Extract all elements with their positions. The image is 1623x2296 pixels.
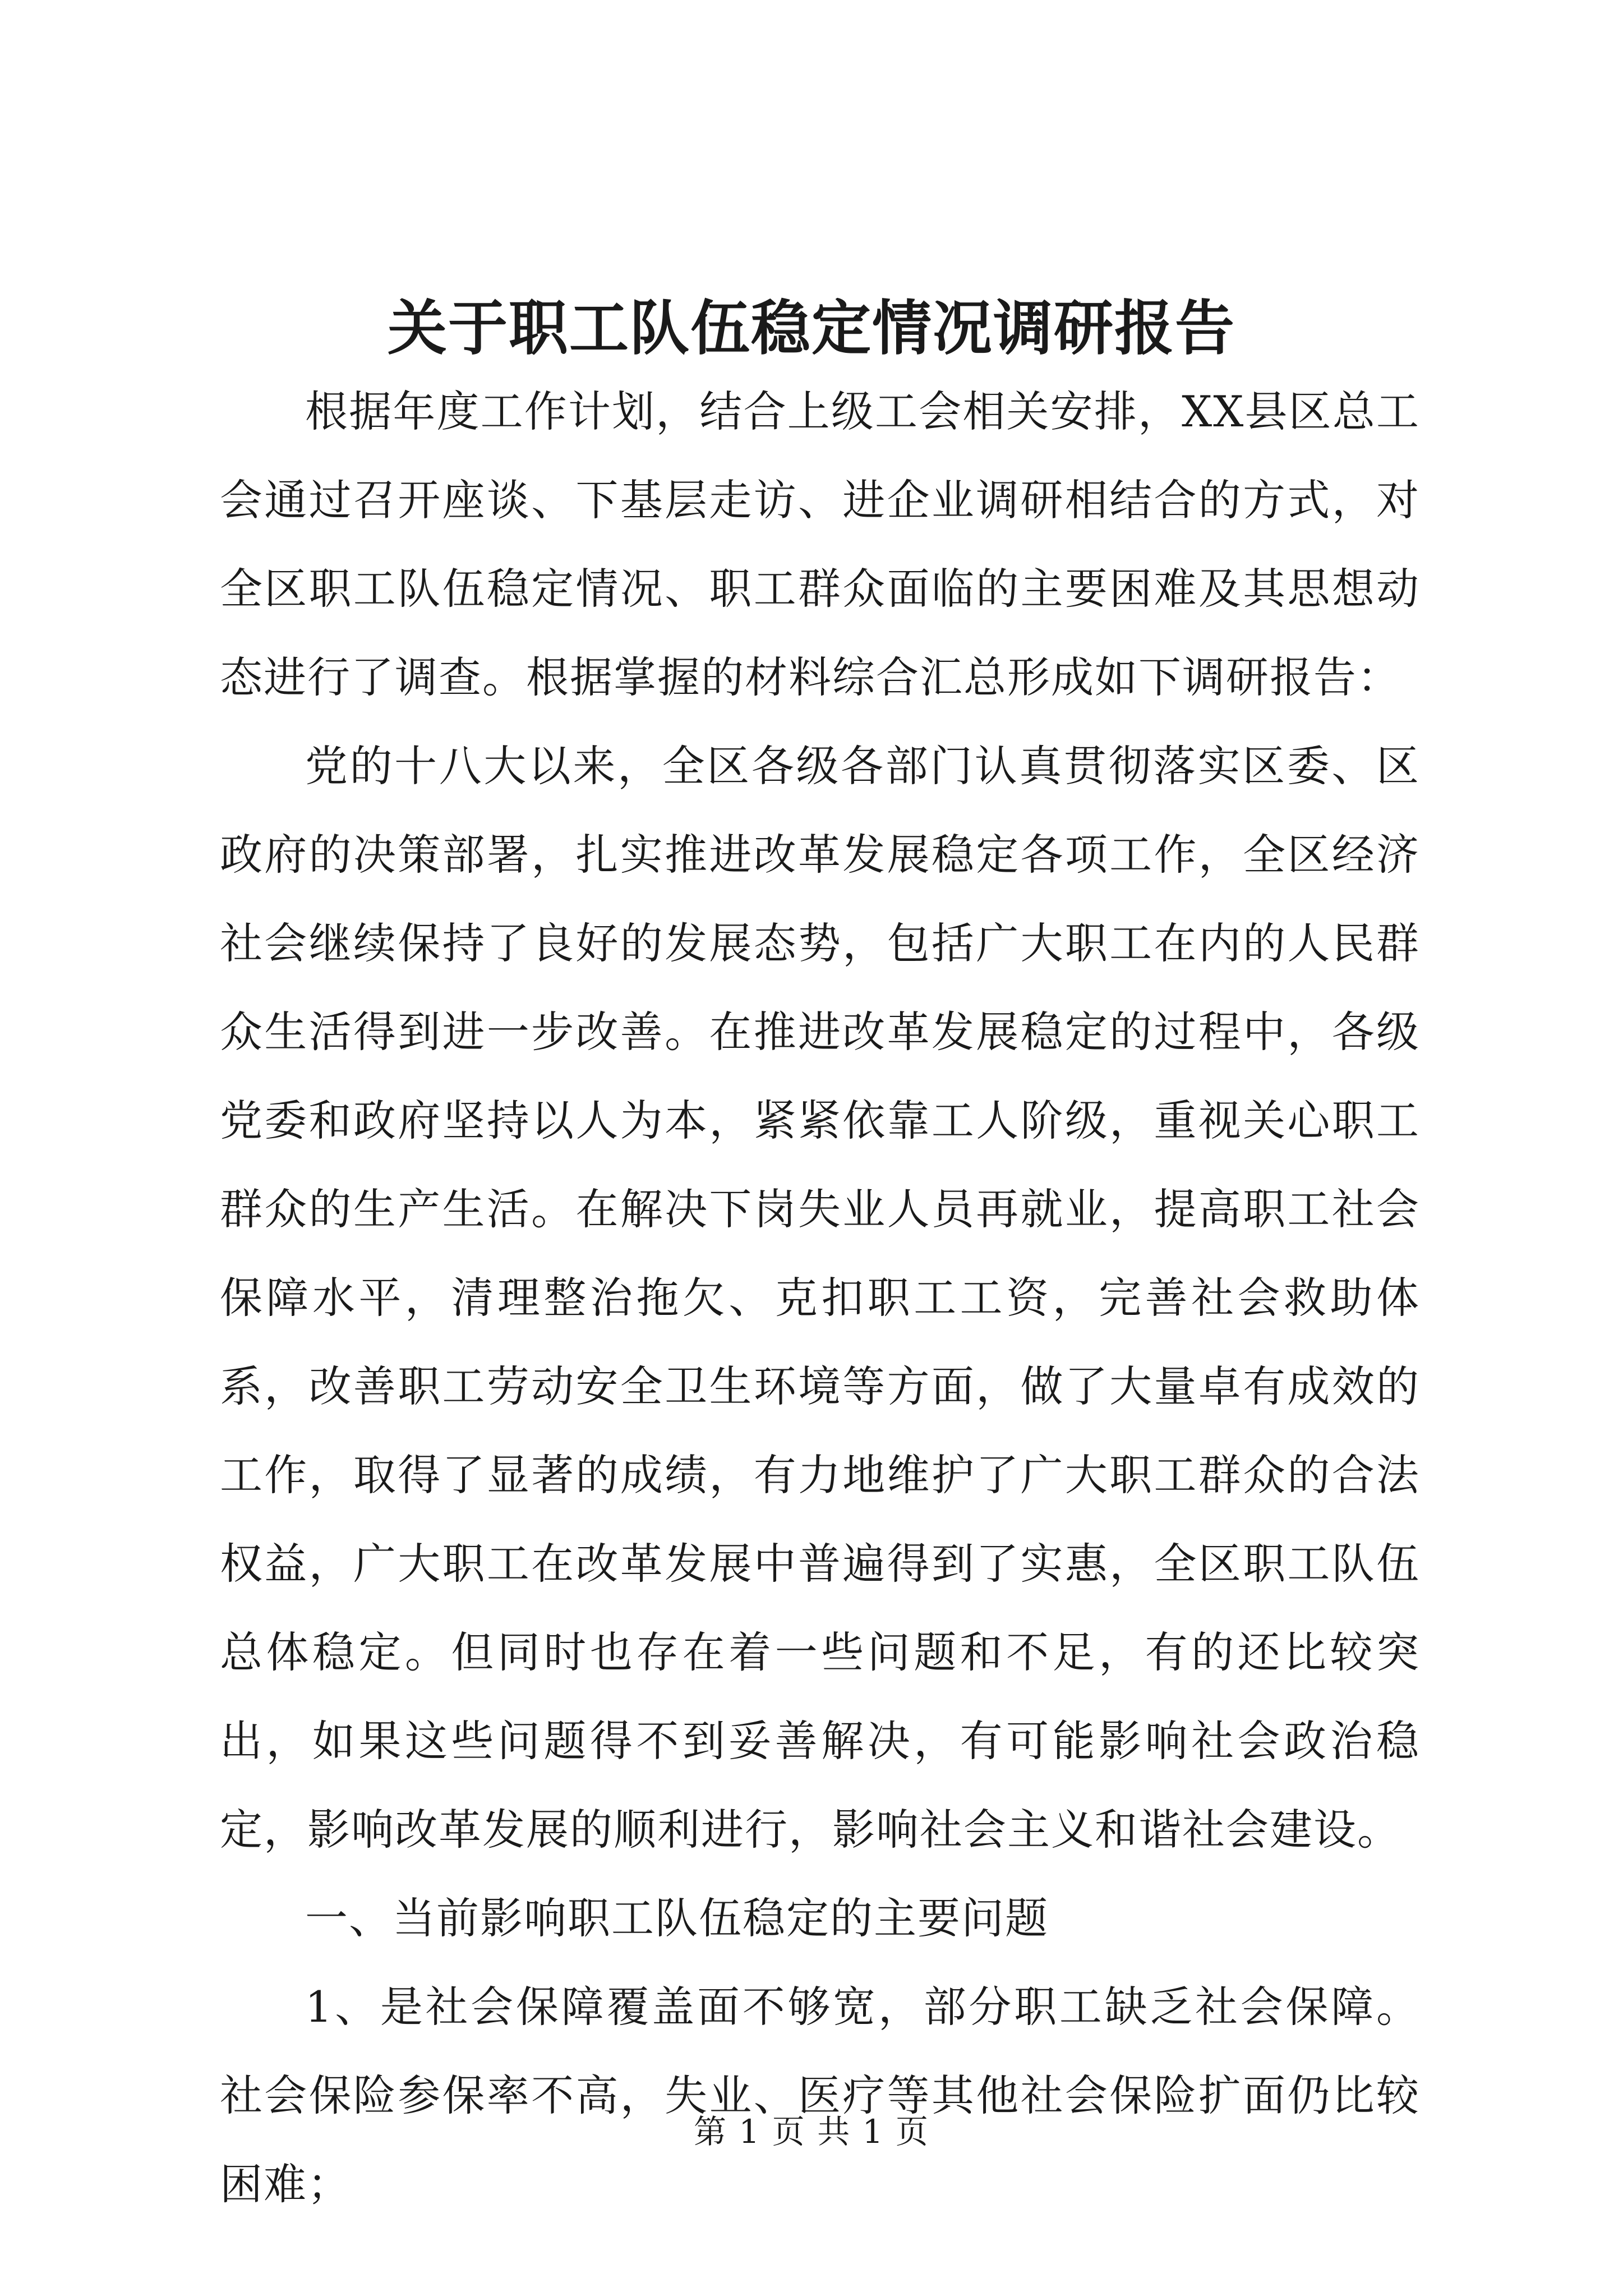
document-body	[220, 367, 1420, 2229]
list-item-1: 1、是社会保障覆盖面不够宽，部分职工缺乏社会保障。社会保险参保率不高，失业、医疗等其他社会保险扩面仍比较困难；	[220, 1982, 1420, 2209]
section-heading: 一、当前影响职工队伍稳定的主要问题	[305, 1893, 1049, 1943]
paragraph-background: 党的十八大以来，全区各级各部门认真贯彻落实区委、区政府的决策部署，扎实推进改革发展稳定各项工作，全区经济社会继续保持了良好的发展态势，包括广大职工在内的人民群众生活得到进一步改善。在推进改革发展稳定的过程中，各级党委和政府坚持以人为本，紧紧依靠工人阶级，重视关心职工群众的生产生活。在解决下岗失业人员再就业，提高职工社会保障水平，清理整治拖欠、克扣职工工资，完善社会救助体系，改善职工劳动安全卫生环境等方面，做了大量卓有成效的工作，取得了显著的成绩，有力地维护了广大职工群众的合法权益，广大职工在改革发展中普遍得到了实惠，全区职工队伍总体稳定。但同时也存在着一些问题和不足，有的还比较突出，如果这些问题得不到妥善解决，有可能影响社会政治稳定，影响改革发展的顺利进行，影响社会主义和谐社会建设。	[220, 741, 1420, 1855]
paragraph-intro: 根据年度工作计划，结合上级工会相关安排，XX县区总工会通过召开座谈、下基层走访、进企业调研相结合的方式，对全区职工队伍稳定情况、职工群众面临的主要困难及其思想动态进行了调查。根据掌握的材料综合汇总形成如下调研报告：	[220, 386, 1420, 702]
page-footer: 第 1 页 共 1 页	[694, 2113, 929, 2151]
document-title: 关于职工队伍稳定情况调研报告	[388, 293, 1235, 363]
